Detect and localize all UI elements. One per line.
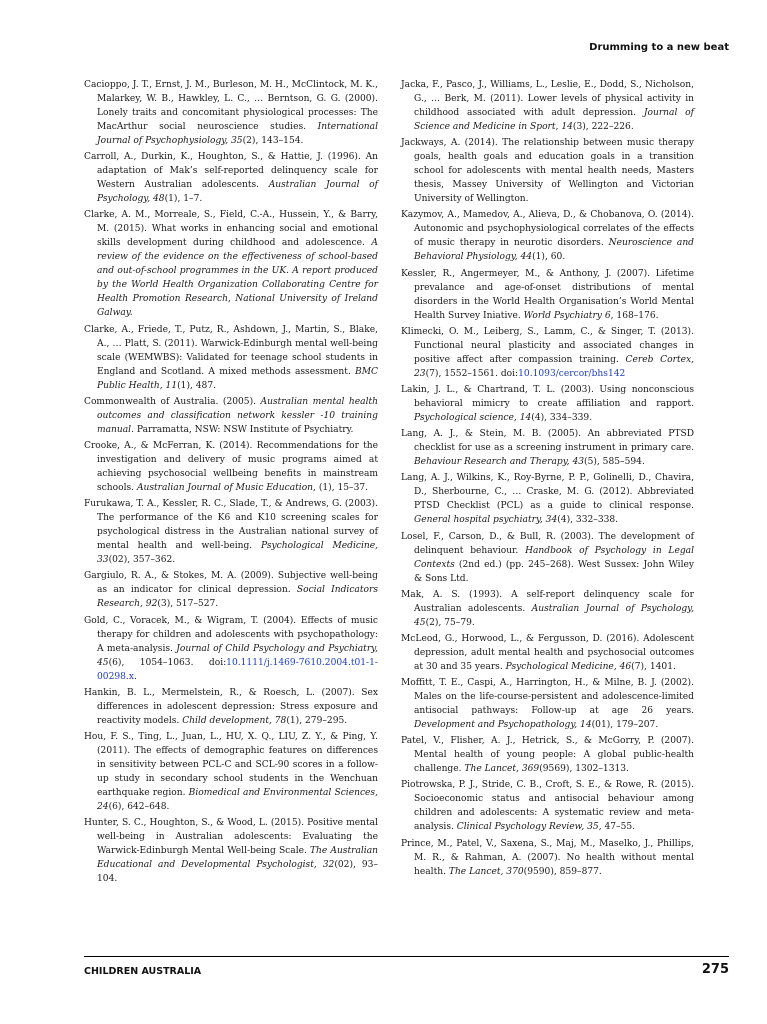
ref-source: Journal of Science and Medicine in Sport, 14 xyxy=(414,108,695,132)
ref-text: Furukawa, T. A., Kessler, R. C., Slade, T., & Andrews, G. (2003). The performance of the K6 and K10 screening scales for psychological distress in the Australian national survey of mental health and well-being. xyxy=(84,499,378,552)
ref-tail: (02), 93–104. xyxy=(97,860,378,885)
ref-tail: (4), 332–338. xyxy=(557,515,619,526)
ref-source: General hospital psychiatry, 34 xyxy=(414,515,558,526)
reference-entry xyxy=(401,208,694,264)
ref-text: Gold, C., Voracek, M., & Wigram, T. (2004). Effects of music therapy for children and adolescents with psychopathology: A meta-analysis. xyxy=(84,615,378,654)
ref-tail: (1), 60. xyxy=(532,252,566,263)
ref-source: Development and Psychopathology, 14 xyxy=(414,720,592,731)
ref-tail: (02), 357–362. xyxy=(108,555,176,566)
ref-text: Commonwealth of Australia. (2005). xyxy=(84,396,261,407)
ref-text: Clarke, A., Friede, T., Putz, R., Ashdown, J., Martin, S., Blake, A., … Platt, S. (2011). Warwick-Edinburgh mental well-being scale (WEMWBS): Validated for teenage school students in England and Scotland. A mixed methods assessment. xyxy=(84,324,378,377)
ref-tail: (9569), 1302–1313. xyxy=(539,764,629,775)
reference-entry xyxy=(84,569,378,611)
ref-text: Prince, M., Patel, V., Saxena, S., Maj, M., Maselko, J., Phillips, M. R., & Rahman, A. (2007). No health without mental health. xyxy=(401,838,694,877)
ref-text: Klimecki, O. M., Leiberg, S., Lamm, C., & Singer, T. (2013). Functional neural plasticity and associated changes in positive affect after compassion training. xyxy=(401,326,694,365)
ref-text: Lang, A. J., Wilkins, K., Roy-Byrne, P. P., Golinelli, D., Chavira, D., Sherbourne, C., … Craske, M. G. (2012). Abbreviated PTSD Checklist (PCL) as a guide to clinical response. xyxy=(401,473,694,512)
ref-source: Psychological science, 14 xyxy=(414,412,532,423)
reference-entry xyxy=(84,686,378,728)
ref-text: Losel, F., Carson, D., & Bull, R. (2003). The development of delinquent behaviour. xyxy=(401,531,694,556)
ref-text: Carroll, A., Durkin, K., Houghton, S., & Hattie, J. (1996). An adaptation of Mak’s self-reported delinquency scale for Western Australian adolescents. xyxy=(84,152,378,191)
ref-source: The Lancet, 369 xyxy=(464,764,540,775)
reference-entry xyxy=(401,588,694,630)
reference-entry xyxy=(401,676,694,732)
ref-source: Neuroscience and Behavioral Physiology, 44 xyxy=(414,238,694,263)
ref-text: Kessler, R., Angermeyer, M., & Anthony, J. (2007). Lifetime prevalance and age-of-onset distributions of mental disorders in the World Health Organisation’s World Mental Health Survey Iniative. xyxy=(401,268,694,321)
reference-entry xyxy=(401,471,694,527)
reference-entry xyxy=(84,816,378,886)
running-head-title: Drumming to a new beat xyxy=(589,42,729,53)
ref-tail: (1), 15–37. xyxy=(315,482,369,493)
references-column-right xyxy=(401,78,694,881)
reference-entry xyxy=(401,778,694,834)
doi-link[interactable]: 10.1111/j.1469-7610.2004.t01-1-00298.x xyxy=(97,657,378,682)
ref-tail: Parramatta, NSW: NSW Institute of Psychiatry. xyxy=(133,424,354,435)
reference-entry xyxy=(84,78,378,148)
ref-text: Gargiulo, R. A., & Stokes, M. A. (2009). Subjective well-being as an indicator for clinical depression. xyxy=(84,571,378,596)
ref-text: Mak, A. S. (1993). A self-report delinquency scale for Australian adolescents. xyxy=(401,589,694,614)
ref-text: Crooke, A., & McFerran, K. (2014). Recommendations for the investigation and delivery of music programs aimed at achieving psychosocial wellbeing benefits in mainstream schools. xyxy=(84,440,378,493)
ref-tail: (1), 279–295. xyxy=(286,715,348,726)
reference-entry xyxy=(84,497,378,567)
ref-source: International Journal of Psychophysiology, 35 xyxy=(97,122,378,146)
ref-text: Hunter, S. C., Houghton, S., & Wood, L. (2015). Positive mental well-being in Australian adolescents: Evaluating the Warwick-Edinburgh Mental Well-being Scale. xyxy=(84,818,378,857)
references-column-left xyxy=(84,78,378,888)
page-number: 275 xyxy=(701,962,729,977)
ref-source: Australian mental health outcomes and classification network kessler -10 training manual. xyxy=(97,396,378,435)
ref-text: Cacioppo, J. T., Ernst, J. M., Burleson, M. H., McClintock, M. K., Malarkey, W. B., Hawkley, L. C., … Berntson, G. G. (2000). Lonely traits and concomitant physiological processes: The MacArthur social neuroscience studies. xyxy=(84,80,378,132)
ref-tail: (01), 179–207. xyxy=(591,720,659,731)
reference-entry xyxy=(401,530,694,586)
ref-tail: (3), 517–527. xyxy=(157,599,219,610)
ref-source: The Lancet, 370 xyxy=(448,866,524,877)
ref-text: Lang, A. J., & Stein, M. B. (2005). An abbreviated PTSD checklist for use as a screening instrument in primary care. xyxy=(401,429,694,454)
ref-text: Moffitt, T. E., Caspi, A., Harrington, H., & Milne, B. J. (2002). Males on the life-course-persistent and adolescence-limited antisocial pathways: Follow-up at age 26 years. xyxy=(401,678,694,717)
ref-tail: (7), 1401. xyxy=(631,661,676,672)
ref-source: Clinical Psychology Review, 35 xyxy=(456,822,599,833)
ref-tail: (2nd ed.) (pp. 245–268). West Sussex: John Wiley & Sons Ltd. xyxy=(414,559,694,584)
ref-text: Jacka, F., Pasco, J., Williams, L., Leslie, E., Dodd, S., Nicholson, G., … Berk, M. (2011). Lower levels of physical activity in childhood associated with adult depression. xyxy=(401,80,694,118)
ref-source: Behaviour Research and Therapy, 43 xyxy=(414,457,585,468)
reference-entry xyxy=(84,323,378,393)
ref-source: The Australian Educational and Developmental Psychologist, 32 xyxy=(97,846,378,871)
ref-source: Australian Journal of Music Education, xyxy=(136,482,316,493)
doi-link[interactable]: 10.1093/cercor/bhs142 xyxy=(518,368,626,379)
ref-tail: , 168–176. xyxy=(610,310,659,321)
reference-entry xyxy=(84,730,378,814)
ref-source: Biomedical and Environmental Sciences, 24 xyxy=(97,787,378,812)
ref-tail: (5), 585–594. xyxy=(584,457,645,468)
ref-tail: (7), 1552–1561. doi: xyxy=(425,368,519,379)
ref-text: McLeod, G., Horwood, L., & Fergusson, D. (2016). Adolescent depression, adult mental health and psychosocial outcomes at 30 and 35 years. xyxy=(401,633,694,672)
reference-entry xyxy=(401,427,694,469)
ref-text: Kazymov, A., Mamedov, A., Alieva, D., & Chobanova, O. (2014). Autonomic and psychophysiological correlates of the effects of music therapy in neurotic disorders. xyxy=(401,210,694,249)
ref-tail-end: . xyxy=(133,671,137,682)
ref-tail: (2), 75–79. xyxy=(425,617,475,628)
ref-tail: (6), 642–648. xyxy=(108,801,170,812)
reference-entry xyxy=(401,136,694,206)
ref-tail: (3), 222–226. xyxy=(572,122,634,132)
reference-entry xyxy=(401,734,694,776)
ref-tail: (6), 1054–1063. doi: xyxy=(108,657,227,668)
ref-text: Piotrowska, P. J., Stride, C. B., Croft, S. E., & Rowe, R. (2015). Socioeconomic status and antisocial behaviour among children and adolescents: A systematic review and meta-analysis. xyxy=(401,780,694,833)
ref-tail: (4), 334–339. xyxy=(531,412,593,423)
ref-tail: (9590), 859–877. xyxy=(523,866,602,877)
reference-entry xyxy=(84,150,378,206)
ref-source: BMC Public Health, 11 xyxy=(97,366,378,391)
footer-divider xyxy=(84,956,729,957)
reference-entry xyxy=(401,267,694,323)
reference-entry xyxy=(84,208,378,320)
ref-source: Australian Journal of Psychology, 48 xyxy=(97,180,378,205)
reference-entry xyxy=(401,383,694,425)
ref-source: Social Indicators Research, 92 xyxy=(97,585,378,610)
ref-text: Hankin, B. L., Mermelstein, R., & Roesch, L. (2007). Sex differences in adolescent depression: Stress exposure and reactivity models. xyxy=(84,687,378,726)
ref-text: Jackways, A. (2014). The relationship between music therapy goals, health goals and education goals in a transition school for adolescents with mental health needs, Masters thesis, Massey University of Wellington and Victorian University of Wellington. xyxy=(401,138,694,205)
reference-entry xyxy=(401,632,694,674)
ref-source: Australian Journal of Psychology, 45 xyxy=(414,603,695,628)
journal-name: CHILDREN AUSTRALIA xyxy=(84,966,202,977)
ref-tail: (1), 1–7. xyxy=(164,194,203,205)
ref-source: World Psychiatry 6 xyxy=(523,310,611,321)
ref-source: Cereb Cortex, 23 xyxy=(414,354,694,379)
ref-source: Journal of Child Psychology and Psychiatry, 45 xyxy=(97,643,378,668)
ref-tail: (2), 143–154. xyxy=(242,136,304,146)
ref-tail: (1), 487. xyxy=(177,380,217,391)
reference-entry xyxy=(401,78,694,134)
ref-text: Patel, V., Flisher, A. J., Hetrick, S., & McGorry, P. (2007). Mental health of young people: A global public-health challenge. xyxy=(401,736,694,775)
ref-tail: , 47–55. xyxy=(598,822,636,833)
ref-source: A review of the evidence on the effectiveness of school-based and out-of-school programmes in the UK. A report produced by the World Health Organization Collaborating Centre for Health Promotion Research, National University of Ireland Galway. xyxy=(97,238,378,319)
ref-source: Child development, 78 xyxy=(182,715,287,726)
ref-source: Psychological Medicine, 33 xyxy=(97,541,378,566)
reference-entry xyxy=(84,395,378,437)
ref-source: Psychological Medicine, 46 xyxy=(505,661,632,672)
ref-source: Handbook of Psychology in Legal Contexts xyxy=(414,545,695,570)
ref-text: Lakin, J. L., & Chartrand, T. L. (2003). Using nonconscious behavioral mimicry to create affiliation and rapport. xyxy=(401,384,694,409)
reference-entry xyxy=(401,837,694,879)
ref-text: Clarke, A. M., Morreale, S., Field, C.-A., Hussein, Y., & Barry, M. (2015). What works in enhancing social and emotional skills development during childhood and adolescence. xyxy=(84,210,378,249)
reference-entry xyxy=(84,614,378,684)
reference-entry xyxy=(84,439,378,495)
ref-text: Hou, F. S., Ting, L., Juan, L., HU, X. Q., LIU, Z. Y., & Ping, Y. (2011). The effects of demographic features on differences in sensitivity between PCL-C and SCL-90 scores in a follow-up study in secondary school students in the Wenchuan earthquake region. xyxy=(84,731,378,798)
reference-entry xyxy=(401,325,694,381)
